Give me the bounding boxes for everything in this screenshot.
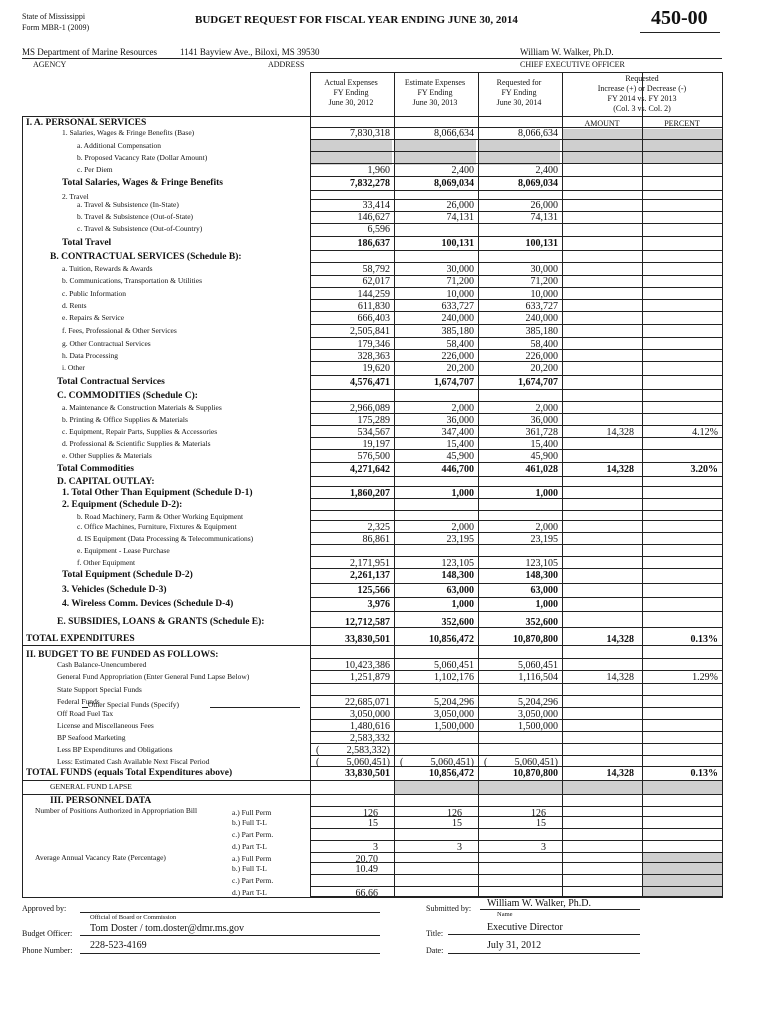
- row-value: 10,856,472: [429, 634, 474, 645]
- row-value: 240,000: [525, 313, 558, 324]
- personnel-value: 15: [368, 818, 378, 829]
- row-value: 7,832,278: [350, 178, 390, 189]
- col-actual-header: Actual Expenses FY Ending June 30, 2012: [324, 78, 378, 107]
- row-value: 63,000: [530, 585, 558, 596]
- agency-address: 1141 Bayview Ave., Biloxi, MS 39530: [180, 47, 320, 57]
- phone-label: Phone Number:: [22, 946, 73, 955]
- row-label: Total Salaries, Wages & Fringe Benefits: [62, 178, 223, 188]
- row-value: 33,830,501: [345, 634, 390, 645]
- row-label: Off Road Fuel Tax: [57, 709, 114, 718]
- row-value: 2,171,951: [350, 558, 390, 569]
- row-value: 30,000: [446, 264, 474, 275]
- row-value: 5,060,451): [346, 757, 390, 768]
- row-value: 123,105: [525, 558, 558, 569]
- title-label: Title:: [426, 929, 444, 938]
- row-value: 58,792: [362, 264, 390, 275]
- other-special-funds-label: Other Special Funds (Specify): [88, 700, 180, 709]
- row-value: 26,000: [530, 200, 558, 211]
- row-value: 146,627: [357, 212, 390, 223]
- row-label: 4. Wireless Comm. Devices (Schedule D-4): [62, 599, 234, 609]
- personnel-sub-label: b.) Full T-L: [232, 864, 267, 873]
- row-value: 3,976: [367, 599, 390, 610]
- row-label: I. A. PERSONAL SERVICES: [26, 118, 147, 128]
- personnel-value: 10.49: [355, 864, 378, 875]
- row-label: e. Equipment - Lease Purchase: [77, 546, 170, 555]
- row-value: 1,116,504: [518, 672, 558, 683]
- row-value: 10,423,386: [345, 660, 390, 671]
- row-value: 179,346: [357, 339, 390, 350]
- submitted-by-name: William W. Walker, Ph.D.: [487, 898, 592, 909]
- paren-open: (: [316, 757, 320, 768]
- form-label: Form MBR-1 (2009): [22, 23, 90, 32]
- row-value: 2,000: [451, 403, 474, 414]
- submitted-label: Submitted by:: [426, 904, 472, 913]
- row-value: 175,289: [357, 415, 390, 426]
- row-label: a. Maintenance & Construction Materials & Supplies: [62, 403, 222, 412]
- row-change-percent: 0.13%: [690, 634, 718, 645]
- personnel-sub-label: d.) Part T-L: [232, 842, 267, 851]
- row-label: State Support Special Funds: [57, 685, 142, 694]
- personnel-value: 126: [363, 808, 378, 819]
- personnel-sub-label: c.) Part Perm.: [232, 830, 274, 839]
- row-value: 33,830,501: [345, 768, 390, 779]
- row-value: 1,000: [535, 599, 558, 610]
- row-change-percent: 4.12%: [692, 427, 718, 438]
- name-caption: Name: [497, 911, 513, 918]
- row-label: Total Equipment (Schedule D-2): [62, 570, 193, 580]
- row-value: 2,966,089: [350, 403, 390, 414]
- row-value: 5,060,451): [514, 757, 558, 768]
- row-value: 5,060,451: [434, 660, 474, 671]
- row-label: Less: Estimated Cash Available Next Fiscal Period: [57, 757, 210, 766]
- row-value: 23,195: [530, 534, 558, 545]
- date-label: Date:: [426, 946, 444, 955]
- positions-authorized-label: Number of Positions Authorized in Appropriation Bill: [35, 806, 198, 815]
- personnel-value: 126: [447, 808, 462, 819]
- row-value: 8,066,634: [434, 128, 474, 139]
- row-value: 100,131: [525, 238, 558, 249]
- budget-officer-label: Budget Officer:: [22, 929, 73, 938]
- form-number: 450-00: [651, 7, 708, 29]
- row-label: 2. Equipment (Schedule D-2):: [62, 500, 183, 510]
- row-value: 385,180: [441, 326, 474, 337]
- row-label: a. Tuition, Rewards & Awards: [62, 264, 153, 273]
- row-value: 2,505,841: [350, 326, 390, 337]
- row-value: 633,727: [525, 301, 558, 312]
- row-value: 5,204,296: [434, 697, 474, 708]
- personnel-sub-label: a.) Full Perm: [232, 808, 272, 817]
- row-value: 74,131: [446, 212, 474, 223]
- row-label: d. Professional & Scientific Supplies & Materials: [62, 439, 211, 448]
- row-label: f. Fees, Professional & Other Services: [62, 326, 177, 335]
- personnel-value: 3: [541, 842, 546, 853]
- row-label: e. Other Supplies & Materials: [62, 451, 152, 460]
- row-value: 2,583,332: [350, 733, 390, 744]
- row-value: 10,870,800: [513, 634, 558, 645]
- state-label: State of Mississippi: [22, 12, 86, 21]
- row-value: 534,567: [357, 427, 390, 438]
- row-change-percent: 3.20%: [690, 464, 718, 475]
- row-value: 36,000: [446, 415, 474, 426]
- row-value: 10,000: [530, 289, 558, 300]
- personnel-value: 15: [452, 818, 462, 829]
- row-label: E. SUBSIDIES, LOANS & GRANTS (Schedule E):: [57, 617, 265, 627]
- row-value: 20,200: [446, 363, 474, 374]
- row-value: 611,830: [357, 301, 390, 312]
- row-value: 26,000: [446, 200, 474, 211]
- row-value: 15,400: [446, 439, 474, 450]
- row-label: c. Office Machines, Furniture, Fixtures & Equipment: [77, 522, 237, 531]
- row-label: GENERAL FUND LAPSE: [50, 782, 132, 791]
- row-value: 226,000: [441, 351, 474, 362]
- row-label: h. Data Processing: [62, 351, 119, 360]
- row-value: 7,830,318: [350, 128, 390, 139]
- row-value: 1,000: [451, 599, 474, 610]
- row-value: 2,325: [367, 522, 390, 533]
- row-label: II. BUDGET TO BE FUNDED AS FOLLOWS:: [26, 650, 219, 660]
- row-value: 1,860,207: [350, 488, 390, 499]
- row-value: 1,674,707: [434, 377, 474, 388]
- row-label: Total Travel: [62, 238, 112, 248]
- row-value: 36,000: [530, 415, 558, 426]
- row-value: 148,300: [525, 570, 558, 581]
- row-label: c. Travel & Subsistence (Out-of-Country): [77, 224, 203, 233]
- row-value: 2,000: [451, 522, 474, 533]
- row-change-amount: 14,328: [606, 464, 634, 475]
- row-label: b. Proposed Vacancy Rate (Dollar Amount): [77, 153, 208, 162]
- row-value: 446,700: [441, 464, 474, 475]
- row-value: 33,414: [362, 200, 390, 211]
- col-amount-header: AMOUNT: [584, 119, 620, 128]
- row-value: 45,900: [530, 451, 558, 462]
- row-label: c. Equipment, Repair Parts, Supplies & Accessories: [62, 427, 218, 436]
- personnel-value: 3: [457, 842, 462, 853]
- row-value: 328,363: [357, 351, 390, 362]
- row-label: C. COMMODITIES (Schedule C):: [57, 391, 198, 401]
- row-change-percent: 1.29%: [692, 672, 718, 683]
- row-value: 144,259: [357, 289, 390, 300]
- row-label: III. PERSONNEL DATA: [50, 796, 152, 806]
- paren-open: (: [484, 757, 488, 768]
- row-value: 3,050,000: [350, 709, 390, 720]
- row-value: 58,400: [446, 339, 474, 350]
- row-value: 10,856,472: [429, 768, 474, 779]
- phone-number: 228-523-4169: [90, 940, 147, 951]
- row-value: 125,566: [357, 585, 390, 596]
- col-estimate-header: Estimate Expenses FY Ending June 30, 2013: [404, 78, 466, 107]
- paren-open: (: [316, 745, 320, 756]
- budget-officer-name: Tom Doster / tom.doster@dmr.ms.gov: [90, 923, 245, 934]
- approved-label: Approved by:: [22, 904, 67, 913]
- row-value: 19,197: [362, 439, 390, 450]
- row-value: 10,870,800: [513, 768, 558, 779]
- row-change-amount: 14,328: [606, 427, 634, 438]
- row-value: 3,050,000: [518, 709, 558, 720]
- paren-open: (: [400, 757, 404, 768]
- col-percent-header: PERCENT: [664, 119, 700, 128]
- ceo-caption: CHIEF EXECUTIVE OFFICER: [520, 60, 625, 69]
- row-value: 22,685,071: [345, 697, 390, 708]
- row-label: b. Travel & Subsistence (Out-of-State): [77, 212, 194, 221]
- col-change-header: Requested Increase (+) or Decrease (-) FY 2014 vs. FY 2013 (Col. 3 vs. Col. 2): [597, 74, 687, 113]
- ceo-name: William W. Walker, Ph.D.: [520, 47, 614, 57]
- row-value: 1,674,707: [518, 377, 558, 388]
- row-value: 19,620: [362, 363, 390, 374]
- row-value: 23,195: [446, 534, 474, 545]
- row-value: 2,400: [451, 165, 474, 176]
- row-value: 226,000: [525, 351, 558, 362]
- col-requested-header: Requested for FY Ending June 30, 2014: [496, 78, 542, 107]
- row-label: b. Communications, Transportation & Utilities: [62, 276, 203, 285]
- row-label: License and Miscellaneous Fees: [57, 721, 154, 730]
- board-caption: Official of Board or Commission: [90, 914, 177, 921]
- row-value: 1,251,879: [350, 672, 390, 683]
- row-value: 186,637: [357, 238, 390, 249]
- row-value: 461,028: [525, 464, 558, 475]
- row-value: 361,728: [525, 427, 558, 438]
- row-change-amount: 14,328: [606, 672, 634, 683]
- row-label: General Fund Appropriation (Enter General Fund Lapse Below): [57, 672, 250, 681]
- submitted-date: July 31, 2012: [487, 940, 542, 951]
- row-value: 123,105: [441, 558, 474, 569]
- row-value: 3,050,000: [434, 709, 474, 720]
- row-label: 3. Vehicles (Schedule D-3): [62, 585, 167, 595]
- row-value: 6,596: [367, 224, 390, 235]
- row-value: 1,500,000: [434, 721, 474, 732]
- row-value: 1,960: [367, 165, 390, 176]
- row-value: 2,000: [535, 403, 558, 414]
- row-label: Cash Balance-Unencumbered: [57, 660, 147, 669]
- personnel-sub-label: c.) Part Perm.: [232, 876, 274, 885]
- row-value: 5,204,296: [518, 697, 558, 708]
- row-value: 8,066,634: [518, 128, 558, 139]
- personnel-value: 3: [373, 842, 378, 853]
- row-value: 1,102,176: [434, 672, 474, 683]
- personnel-sub-label: b.) Full T-L: [232, 818, 267, 827]
- row-value: 2,583,332): [346, 745, 390, 756]
- personnel-sub-label: a.) Full Perm: [232, 854, 272, 863]
- row-value: 63,000: [446, 585, 474, 596]
- row-value: 62,017: [362, 276, 390, 287]
- row-label: e. Repairs & Service: [62, 313, 125, 322]
- row-change-amount: 14,328: [606, 634, 634, 645]
- row-label: b. Printing & Office Supplies & Materials: [62, 415, 188, 424]
- row-label: i. Other: [62, 363, 85, 372]
- row-value: 1,000: [535, 488, 558, 499]
- row-label: Total Commodities: [57, 464, 134, 474]
- row-value: 148,300: [441, 570, 474, 581]
- agency-caption: AGENCY: [33, 60, 67, 69]
- row-change-percent: 0.13%: [690, 768, 718, 779]
- row-value: 8,069,034: [434, 178, 474, 189]
- row-value: 2,000: [535, 522, 558, 533]
- page-title: BUDGET REQUEST FOR FISCAL YEAR ENDING JUNE 30, 2014: [195, 14, 518, 26]
- row-value: 45,900: [446, 451, 474, 462]
- row-value: 352,600: [441, 617, 474, 628]
- row-label: c. Per Diem: [77, 165, 113, 174]
- row-label: a. Additional Compensation: [77, 141, 161, 150]
- row-value: 385,180: [525, 326, 558, 337]
- row-value: 5,060,451: [518, 660, 558, 671]
- row-value: 30,000: [530, 264, 558, 275]
- row-value: 633,727: [441, 301, 474, 312]
- row-label: 1. Salaries, Wages & Fringe Benefits (Base): [62, 128, 195, 137]
- row-label: g. Other Contractual Services: [62, 339, 151, 348]
- submitter-title: Executive Director: [487, 922, 563, 933]
- row-value: 12,712,587: [345, 617, 390, 628]
- row-value: 4,271,642: [350, 464, 390, 475]
- row-label: a. Travel & Subsistence (In-State): [77, 200, 179, 209]
- row-label: Less BP Expenditures and Obligations: [57, 745, 173, 754]
- row-value: 666,403: [357, 313, 390, 324]
- row-value: 4,576,471: [350, 377, 390, 388]
- row-label: d. IS Equipment (Data Processing & Telecommunications): [77, 534, 254, 543]
- row-label: b. Road Machinery, Farm & Other Working Equipment: [77, 512, 244, 521]
- row-value: 347,400: [441, 427, 474, 438]
- row-value: 1,500,000: [518, 721, 558, 732]
- row-label: BP Seafood Marketing: [57, 733, 126, 742]
- row-label: TOTAL FUNDS (equals Total Expenditures above): [26, 768, 233, 778]
- row-label: f. Other Equipment: [77, 558, 136, 567]
- row-value: 74,131: [530, 212, 558, 223]
- row-label: Federal Funds: [57, 697, 100, 706]
- row-label: c. Public Information: [62, 289, 126, 298]
- personnel-sub-label: d.) Part T-L: [232, 888, 267, 897]
- agency-name: MS Department of Marine Resources: [22, 47, 157, 57]
- row-value: 100,131: [441, 238, 474, 249]
- row-value: 1,480,616: [350, 721, 390, 732]
- row-value: 20,200: [530, 363, 558, 374]
- personnel-value: 20.70: [355, 854, 378, 865]
- row-value: 240,000: [441, 313, 474, 324]
- vacancy-rate-label: Average Annual Vacancy Rate (Percentage): [35, 853, 166, 862]
- personnel-value: 126: [531, 808, 546, 819]
- row-change-amount: 14,328: [606, 768, 634, 779]
- personnel-value: 15: [536, 818, 546, 829]
- personnel-value: 66.66: [355, 888, 378, 899]
- row-value: 71,200: [530, 276, 558, 287]
- row-value: 352,600: [525, 617, 558, 628]
- row-label: 1. Total Other Than Equipment (Schedule D-1): [62, 488, 253, 498]
- row-value: 5,060,451): [430, 757, 474, 768]
- row-label: TOTAL EXPENDITURES: [26, 634, 135, 644]
- row-label: d. Rents: [62, 301, 87, 310]
- row-value: 58,400: [530, 339, 558, 350]
- row-value: 2,261,137: [350, 570, 390, 581]
- row-value: 10,000: [446, 289, 474, 300]
- row-value: 2,400: [535, 165, 558, 176]
- row-value: 8,069,034: [518, 178, 558, 189]
- row-value: 1,000: [451, 488, 474, 499]
- address-caption: ADDRESS: [268, 60, 305, 69]
- row-label: D. CAPITAL OUTLAY:: [57, 477, 155, 487]
- row-value: 576,500: [357, 451, 390, 462]
- row-value: 86,861: [362, 534, 390, 545]
- row-value: 71,200: [446, 276, 474, 287]
- row-label: 2. Travel: [62, 192, 89, 201]
- row-value: 15,400: [530, 439, 558, 450]
- row-label: B. CONTRACTUAL SERVICES (Schedule B):: [50, 252, 242, 262]
- row-label: Total Contractual Services: [57, 377, 165, 387]
